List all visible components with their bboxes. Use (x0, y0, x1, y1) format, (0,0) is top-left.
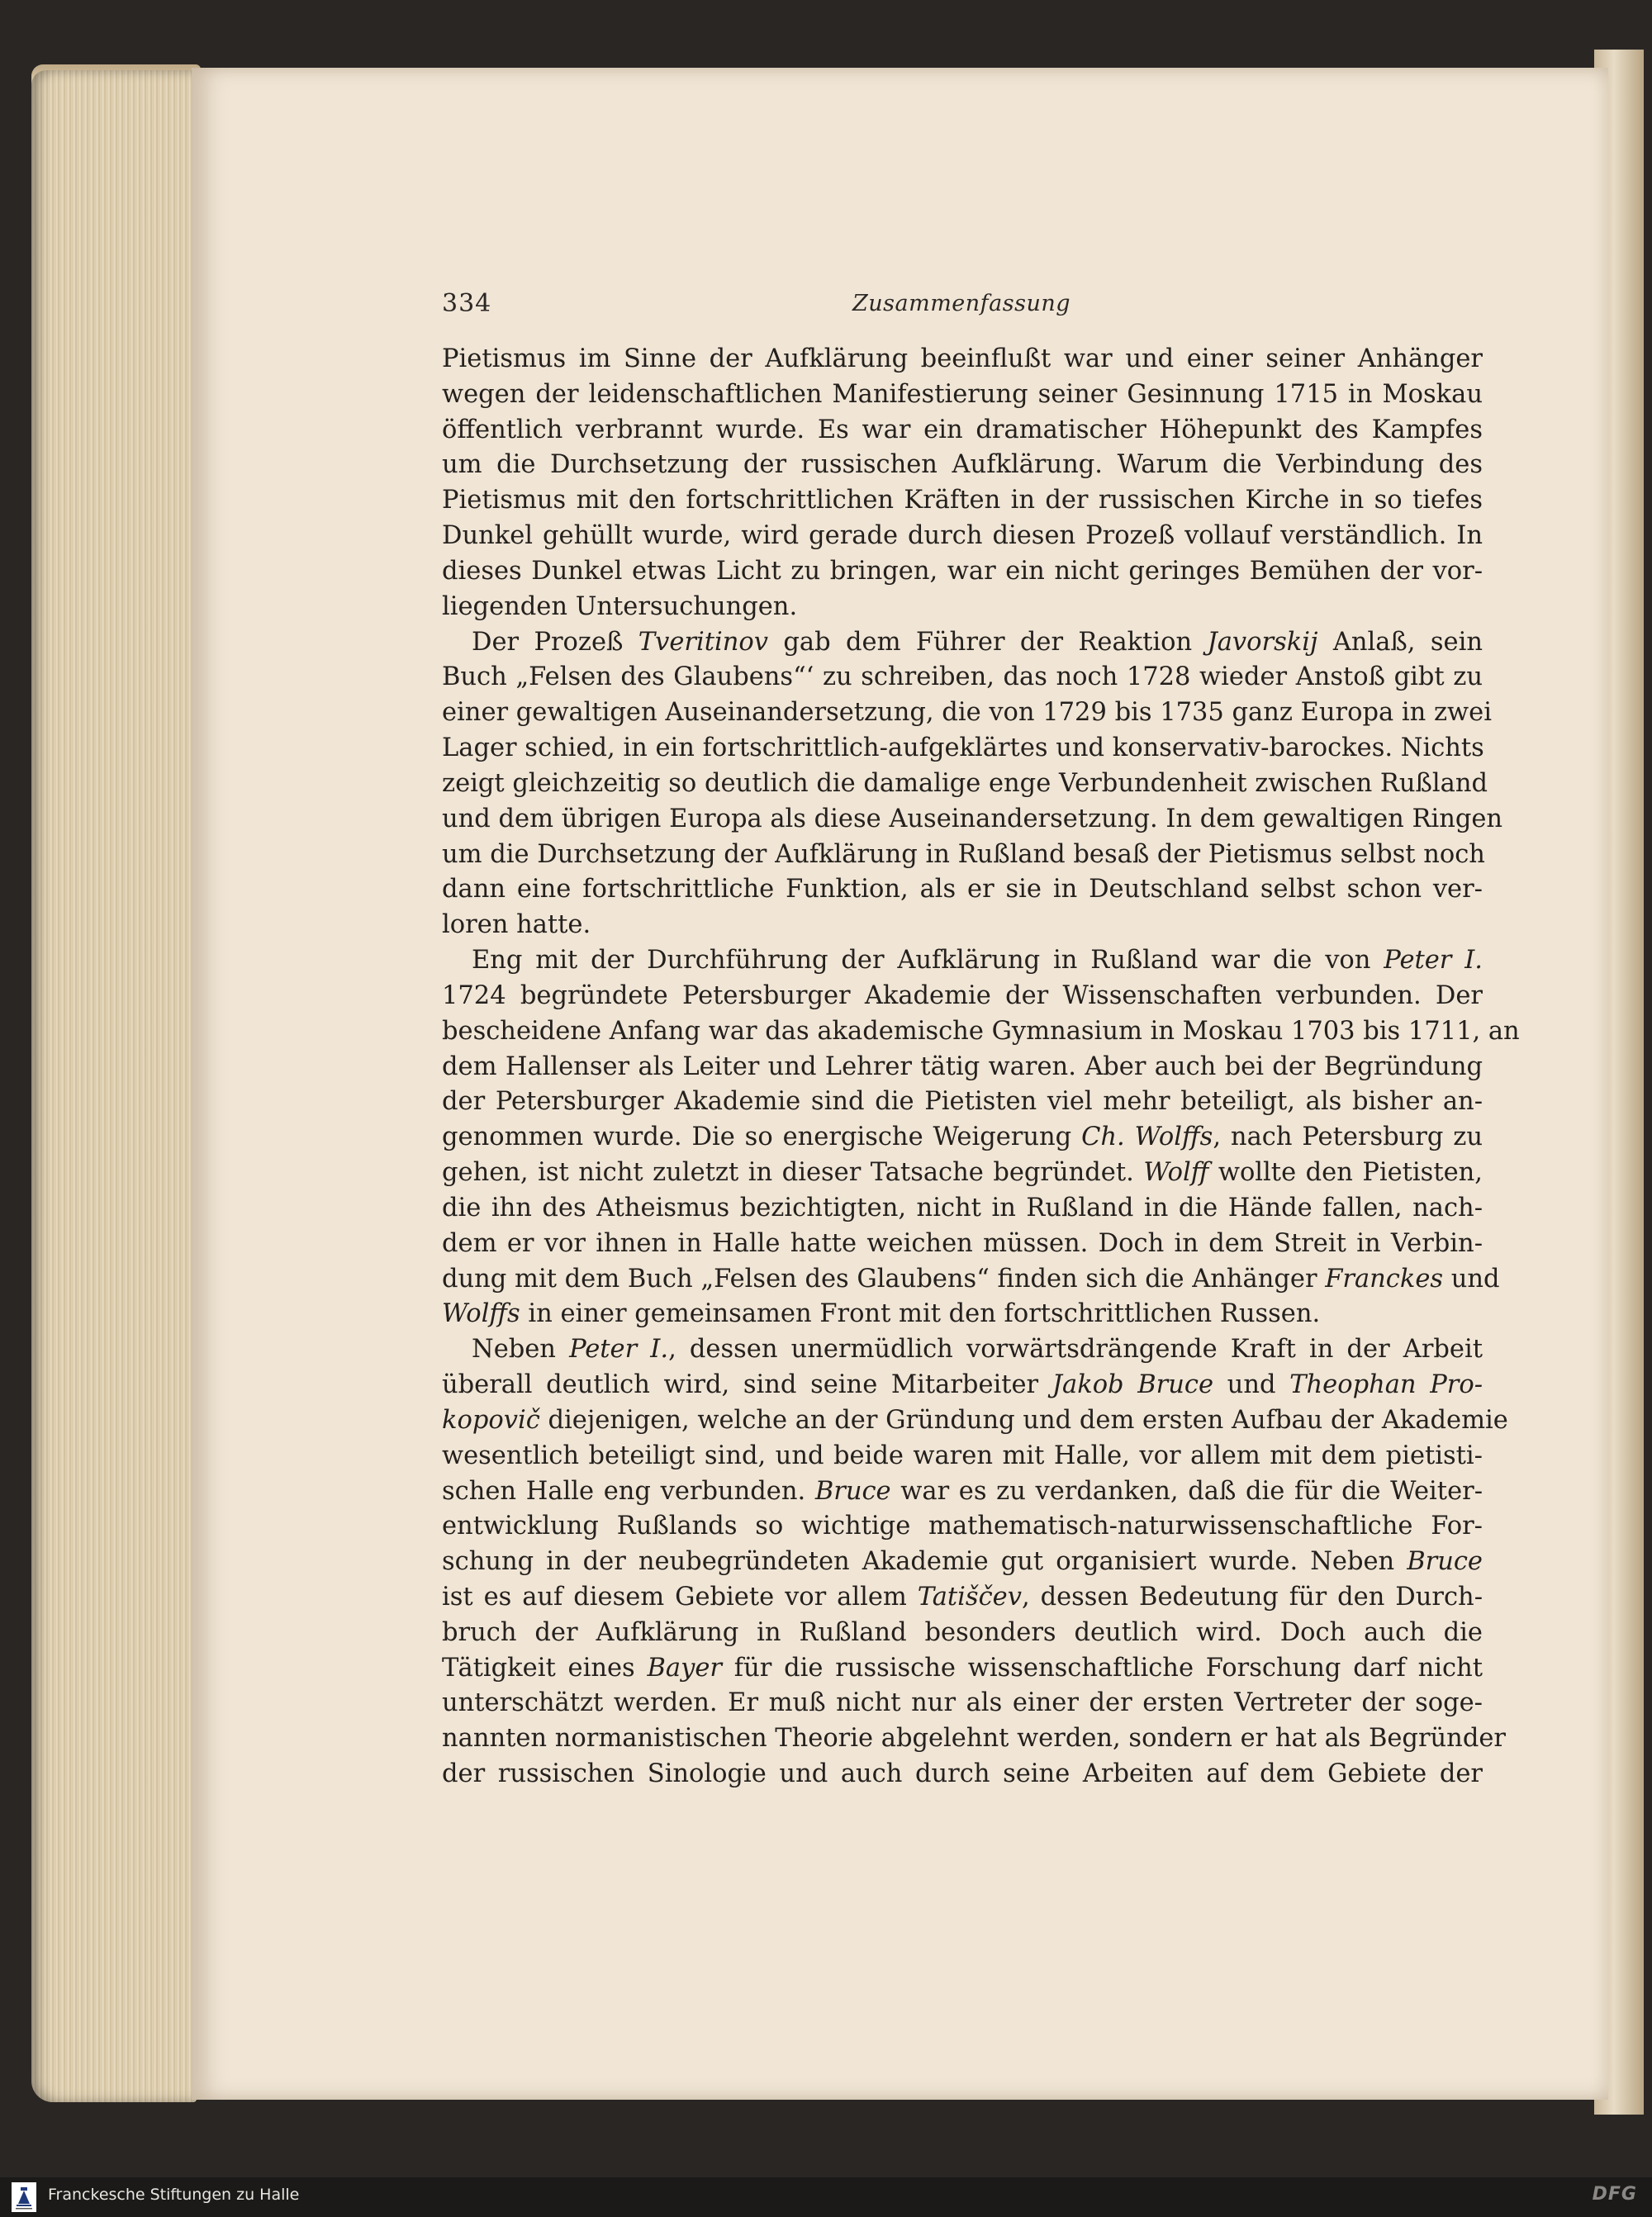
text-segment: öffentlich verbrannt wurde. Es war ein dramatischer Höhepunkt des Kampfes (442, 415, 1483, 444)
text-line (442, 1262, 1500, 1298)
italic-name: Tatiščev (917, 1582, 1022, 1612)
text-segment: um die Durchsetzung der Aufklärung in Rußland besaß der Pietismus selbst noch (442, 839, 1485, 869)
text-line (442, 377, 1483, 413)
italic-name: Bruce (814, 1476, 891, 1506)
text-line (442, 554, 1483, 590)
text-segment: gab dem Führer der Reaktion (768, 627, 1208, 657)
text-line (442, 1509, 1483, 1545)
page-number: 334 (442, 289, 492, 318)
text-segment: und (1443, 1264, 1500, 1294)
book-page-edges (31, 70, 197, 2102)
text-segment: bruch der Aufklärung in Rußland besonders deutlich wird. Doch auch die (442, 1617, 1483, 1647)
text-segment: schen Halle eng verbunden. (442, 1476, 815, 1506)
text-segment: Anlaß, sein (1317, 627, 1483, 657)
text-segment: ist es auf diesem Gebiete vor allem (442, 1582, 918, 1612)
running-head: Zusammenfassung (852, 291, 1071, 316)
text-line (442, 660, 1483, 695)
text-segment: die ihn des Atheismus bezichtigten, nicht in Rußland in die Hände fallen, nach- (442, 1193, 1483, 1222)
text-segment: dann eine fortschrittliche Funktion, als er sie in Deutschland selbst schon ver- (442, 875, 1483, 904)
text-line (442, 1721, 1506, 1757)
text-line (442, 1545, 1483, 1580)
text-line (442, 1686, 1483, 1721)
text-segment: dung mit dem Buch „Felsen des Glaubens“ finden sich die Anhänger (442, 1264, 1326, 1294)
text-segment: diejenigen, welche an der Gründung und dem ersten Aufbau der Akademie (539, 1405, 1508, 1435)
text-segment: in einer gemeinsamen Front mit den fortschrittlichen Russen. (520, 1299, 1321, 1329)
dfg-logo: DFG (1592, 2184, 1637, 2205)
text-line (442, 908, 1483, 943)
text-segment: überall deutlich wird, sind seine Mitarbeiter (442, 1370, 1052, 1400)
text-segment: wollte den Pietisten, (1208, 1158, 1483, 1188)
text-line (442, 1156, 1483, 1191)
text-line (442, 1403, 1508, 1439)
text-line (442, 342, 1483, 377)
text-segment: Der Prozeß (472, 627, 638, 657)
text-segment: dem er vor ihnen in Halle hatte weichen müssen. Doch in dem Streit in Verbin- (442, 1228, 1483, 1258)
text-segment: Eng mit der Durchführung der Aufklärung in Rußland war die von (472, 946, 1384, 976)
italic-name: Javorskij (1207, 627, 1318, 657)
body-text (442, 342, 1520, 1792)
text-segment: wegen der leidenschaftlichen Manifestierung seiner Gesinnung 1715 in Moskau (442, 379, 1483, 409)
text-line (442, 1368, 1483, 1403)
text-segment: und dem übrigen Europa als diese Auseinandersetzung. In dem gewaltigen Ringen (442, 804, 1503, 833)
italic-name: Theophan Pro- (1289, 1370, 1483, 1400)
text-line (442, 1050, 1483, 1085)
text-line (442, 1580, 1483, 1616)
italic-name: Peter I. (569, 1335, 669, 1365)
text-line (442, 695, 1492, 731)
text-line (442, 767, 1488, 802)
text-segment: für die russische wissenschaftliche Forschung darf nicht (721, 1653, 1483, 1683)
text-line (442, 1120, 1483, 1156)
text-segment: Dunkel gehüllt wurde, wird gerade durch diesen Prozeß vollauf verständlich. In (442, 521, 1483, 551)
text-segment: genommen wurde. Die so energische Weigerung (442, 1123, 1082, 1152)
text-segment: schung in der neubegründeten Akademie gut organisiert wurde. Neben (442, 1547, 1408, 1577)
text-segment: Pietismus im Sinne der Aufklärung beeinflußt war und einer seiner Anhänger (442, 344, 1483, 373)
italic-name: Ch. Wolffs (1081, 1123, 1213, 1152)
italic-name: Bruce (1407, 1547, 1483, 1577)
text-segment: war es zu verdanken, daß die für die Weiter- (890, 1476, 1483, 1506)
text-segment: Pietismus mit den fortschrittlichen Kräften in der russischen Kirche in so tiefes (442, 486, 1483, 515)
text-segment: gehen, ist nicht zuletzt in dieser Tatsache begründet. (442, 1158, 1144, 1188)
text-line (442, 1439, 1483, 1474)
text-line (442, 1616, 1483, 1651)
text-line (442, 802, 1503, 838)
text-segment: Neben (472, 1335, 570, 1365)
text-line (442, 1757, 1483, 1792)
italic-name: Franckes (1325, 1264, 1444, 1294)
text-segment: und (1213, 1370, 1290, 1400)
text-line (442, 1191, 1483, 1227)
footer-bar (0, 2177, 1652, 2217)
text-segment: , dessen Bedeutung für den Durch- (1021, 1582, 1483, 1612)
text-segment: liegenden Untersuchungen. (442, 591, 798, 621)
text-line (442, 413, 1483, 449)
text-segment: dem Hallenser als Leiter und Lehrer tätig waren. Aber auch bei der Begründung (442, 1052, 1483, 1081)
text-line (442, 1085, 1483, 1120)
text-line (442, 979, 1483, 1014)
text-line (442, 483, 1483, 519)
text-segment: unterschätzt werden. Er muß nicht nur als einer der ersten Vertreter der soge- (442, 1688, 1483, 1718)
italic-name: Tveritinov (638, 627, 769, 657)
italic-name: Jakob Bruce (1051, 1370, 1214, 1400)
text-segment: , nach Petersburg zu (1213, 1123, 1483, 1152)
text-line (442, 1227, 1483, 1262)
text-segment: der russischen Sinologie und auch durch seine Arbeiten auf dem Gebiete der (442, 1759, 1483, 1789)
text-segment: 1724 begründete Petersburger Akademie der Wissenschaften verbunden. Der (442, 980, 1483, 1010)
text-line (442, 1474, 1483, 1510)
footer-credit: Franckesche Stiftungen zu Halle (48, 2186, 300, 2204)
italic-name: Wolffs (442, 1299, 520, 1329)
italic-name: Bayer (647, 1653, 722, 1683)
text-line (442, 943, 1483, 979)
text-line (442, 838, 1483, 873)
italic-name: kopovič (442, 1405, 540, 1435)
text-line (442, 590, 1483, 625)
text-line (442, 625, 1483, 661)
text-line (442, 731, 1483, 767)
text-line (442, 1297, 1483, 1332)
italic-name: Wolff (1143, 1158, 1209, 1188)
text-segment: loren hatte. (442, 910, 591, 940)
text-segment: einer gewaltigen Auseinandersetzung, die von 1729 bis 1735 ganz Europa in zwei (442, 698, 1492, 728)
text-line (442, 448, 1483, 483)
text-segment: um die Durchsetzung der russischen Aufklärung. Warum die Verbindung des (442, 450, 1483, 480)
text-line (442, 872, 1483, 908)
foundation-emblem-icon (12, 2182, 36, 2212)
text-segment: Tätigkeit eines (442, 1653, 648, 1683)
text-segment: nannten normanistischen Theorie abgelehnt werden, sondern er hat als Begründer (442, 1724, 1506, 1754)
text-segment: Buch „Felsen des Glaubens“‘ zu schreiben, das noch 1728 wieder Anstoß gibt zu (442, 662, 1483, 692)
text-line (442, 1651, 1483, 1687)
text-line (442, 1014, 1520, 1050)
text-segment: , dessen unermüdlich vorwärtsdrängende Kraft in der Arbeit (668, 1335, 1483, 1365)
text-segment: wesentlich beteiligt sind, und beide waren mit Halle, vor allem mit dem pietisti- (442, 1441, 1483, 1470)
text-segment: der Petersburger Akademie sind die Pietisten viel mehr beteiligt, als bisher an- (442, 1087, 1483, 1117)
text-line (442, 519, 1483, 554)
text-line (442, 1332, 1483, 1368)
text-segment: bescheidene Anfang war das akademische Gymnasium in Moskau 1703 bis 1711, an (442, 1016, 1520, 1046)
text-segment: dieses Dunkel etwas Licht zu bringen, war ein nicht geringes Bemühen der vor- (442, 556, 1483, 586)
text-segment: Lager schied, in ein fortschrittlich-aufgeklärtes und konservativ-barockes. Nichts (442, 733, 1484, 763)
text-segment: zeigt gleichzeitig so deutlich die damalige enge Verbundenheit zwischen Rußland (442, 768, 1488, 798)
italic-name: Peter I. (1384, 946, 1483, 976)
text-segment: entwicklung Rußlands so wichtige mathematisch-naturwissenschaftliche For- (442, 1512, 1483, 1541)
